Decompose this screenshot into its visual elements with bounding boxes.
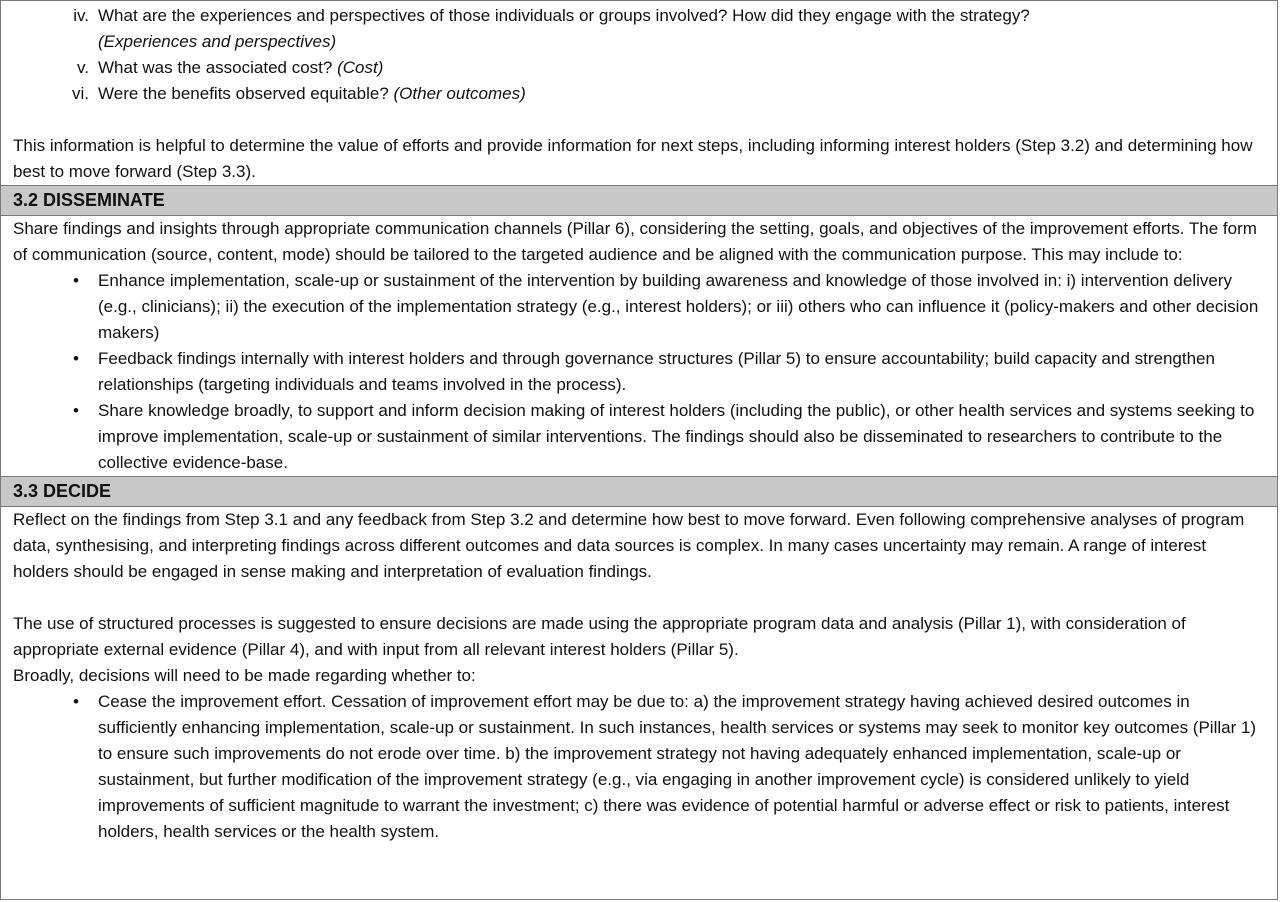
list-label: (Other outcomes): [393, 84, 526, 103]
list-item: [13, 346, 1265, 398]
list-item: [13, 398, 1265, 476]
list-text: What are the experiences and perspectives of those individuals or groups involved? How did they engage with the strategy?: [98, 6, 1030, 25]
section-paragraph: Reflect on the findings from Step 3.1 and any feedback from Step 3.2 and determine how best to move forward. Even following comprehensive analyses of program data, synthesising, and interpreting findings across different outcomes and data sources is complex. In many cases uncertainty may remain. A range of interest holders should be engaged in sense making and interpretation of evaluation findings.: [13, 510, 1245, 581]
question-list: [13, 3, 1265, 107]
bullet-icon: •: [73, 692, 79, 711]
list-item: [13, 3, 1265, 55]
section-3-2: [1, 216, 1277, 477]
list-label: (Experiences and perspectives): [98, 32, 337, 51]
section-3-3: [1, 507, 1277, 845]
list-item: [13, 81, 1265, 107]
section-heading: 3.3 DECIDE: [1, 477, 1277, 507]
list-item: [13, 55, 1265, 81]
list-number: vi.: [72, 84, 89, 103]
list-item: [13, 268, 1265, 346]
list-text: Were the benefits observed equitable?: [98, 84, 389, 103]
section-heading: 3.2 DISSEMINATE: [1, 186, 1277, 216]
bullet-list: [13, 689, 1265, 845]
list-number: iv.: [73, 6, 89, 25]
list-text: What was the associated cost?: [98, 58, 333, 77]
list-number: v.: [77, 58, 89, 77]
bullet-text: Share knowledge broadly, to support and inform decision making of interest holders (including the public), or other health services and systems seeking to improve implementation, scale-up or sustainment of similar interventions. The findings should also be disseminated to researchers to contribute to the collective evidence-base.: [98, 401, 1255, 472]
bullet-icon: •: [73, 349, 79, 368]
section-paragraph: The use of structured processes is suggested to ensure decisions are made using the appropriate program data and analysis (Pillar 1), with consideration of appropriate external evidence (Pillar 4), and with input from all relevant interest holders (Pillar 5).: [13, 614, 1186, 659]
bullet-icon: •: [73, 271, 79, 290]
bullet-list: [13, 268, 1265, 476]
bullet-text: Feedback findings internally with interest holders and through governance structures (Pillar 5) to ensure accountability; build capacity and strengthen relationships (targeting individuals and teams involved in the process).: [98, 349, 1215, 394]
section-3-1-continued: [1, 1, 1277, 186]
section-paragraph: This information is helpful to determine the value of efforts and provide information for next steps, including informing interest holders (Step 3.2) and determining how best to move forward (Step 3.3).: [13, 136, 1253, 181]
bullet-text: Cease the improvement effort. Cessation of improvement effort may be due to: a) the improvement strategy having achieved desired outcomes in sufficiently enhancing implementation, scale-up or sustainment. In such instances, health services or systems may seek to monitor key outcomes (Pillar 1) to ensure such improvements do not erode over time. b) the improvement strategy not having adequately enhanced implementation, scale-up or sustainment, but further modification of the improvement strategy (e.g., via engaging in another improvement cycle) is considered unlikely to yield improvements of sufficient magnitude to warrant the investment; c) there was evidence of potential harmful or adverse effect or risk to patients, interest holders, health services or the health system.: [98, 692, 1257, 841]
section-paragraph: Broadly, decisions will need to be made regarding whether to:: [13, 666, 476, 685]
list-item: [13, 689, 1265, 845]
bullet-icon: •: [73, 401, 79, 420]
section-intro: Share findings and insights through appropriate communication channels (Pillar 6), considering the setting, goals, and objectives of the improvement efforts. The form of communication (source, content, mode) should be tailored to the targeted audience and be aligned with the communication purpose. This may include to:: [13, 219, 1257, 264]
list-label: (Cost): [337, 58, 384, 77]
bullet-text: Enhance implementation, scale-up or sustainment of the intervention by building awareness and knowledge of those involved in: i) intervention delivery (e.g., clinicians); ii) the execution of the implementation strategy (e.g., interest holders); or iii) others who can influence it (policy-makers and other decision makers): [98, 271, 1259, 342]
